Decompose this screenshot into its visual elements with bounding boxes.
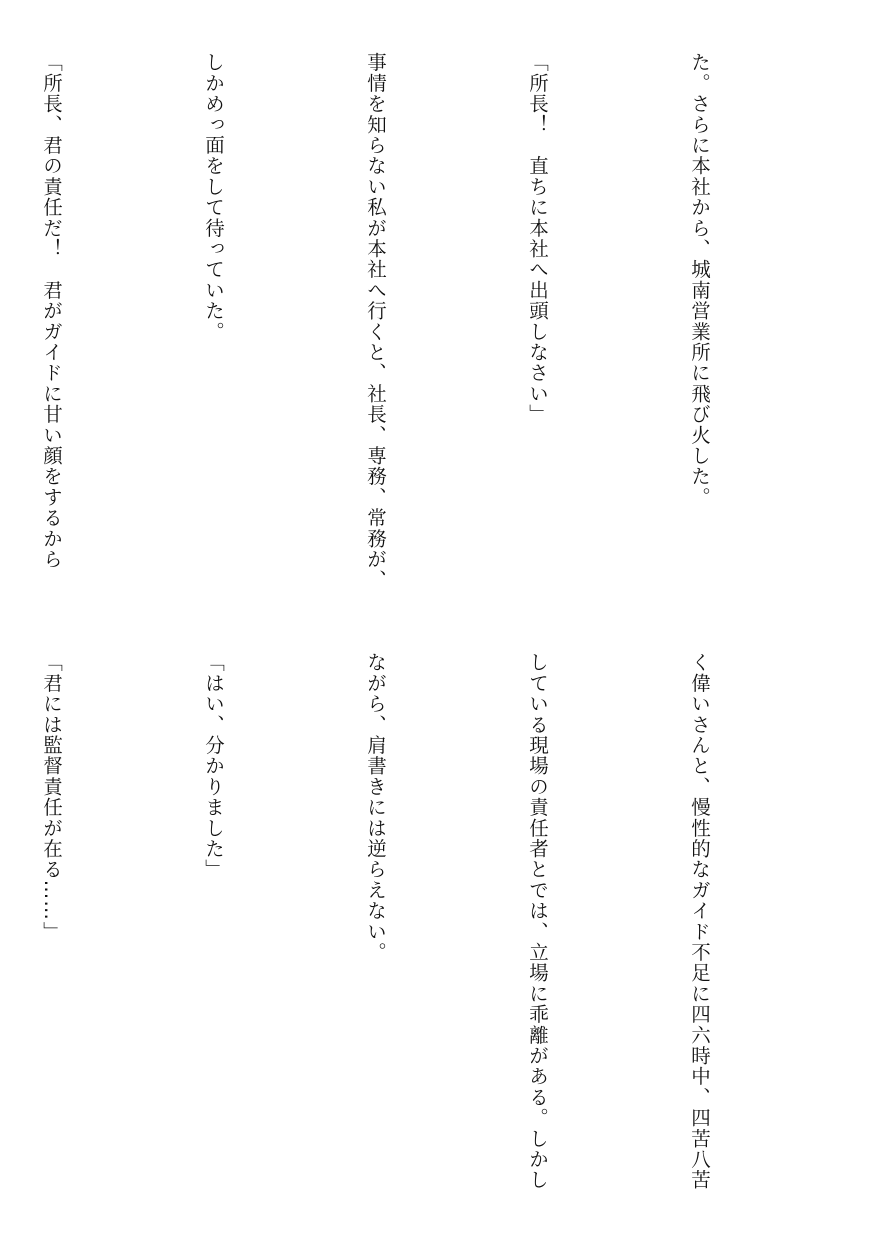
lower-text-block: [40, 652, 834, 1212]
text-line: 「所長、君の責任だ！ 君がガイドに甘い顔をするから: [40, 52, 63, 570]
text-line: している現場の責任者とでは、立場に乖離がある。しかし: [526, 652, 549, 1191]
text-line: 事情を知らない私が本社へ行くと、社長、専務、常務が、: [364, 52, 387, 591]
text-line: た。さらに本社から、城南営業所に飛び火した。: [688, 52, 711, 508]
text-line: しかめっ面をして待っていた。: [202, 52, 225, 342]
upper-text-block: [40, 52, 834, 612]
text-line: 「君には監督責任が在る……」: [40, 652, 63, 942]
text-line: く偉いさんと、慢性的なガイド不足に四六時中、四苦八苦: [688, 652, 711, 1191]
text-line: 「はい、分かりました」: [202, 652, 225, 880]
text-line: 「所長！ 直ちに本社へ出頭しなさい」: [526, 52, 549, 425]
text-line: ながら、肩書きには逆らえない。: [364, 652, 387, 963]
